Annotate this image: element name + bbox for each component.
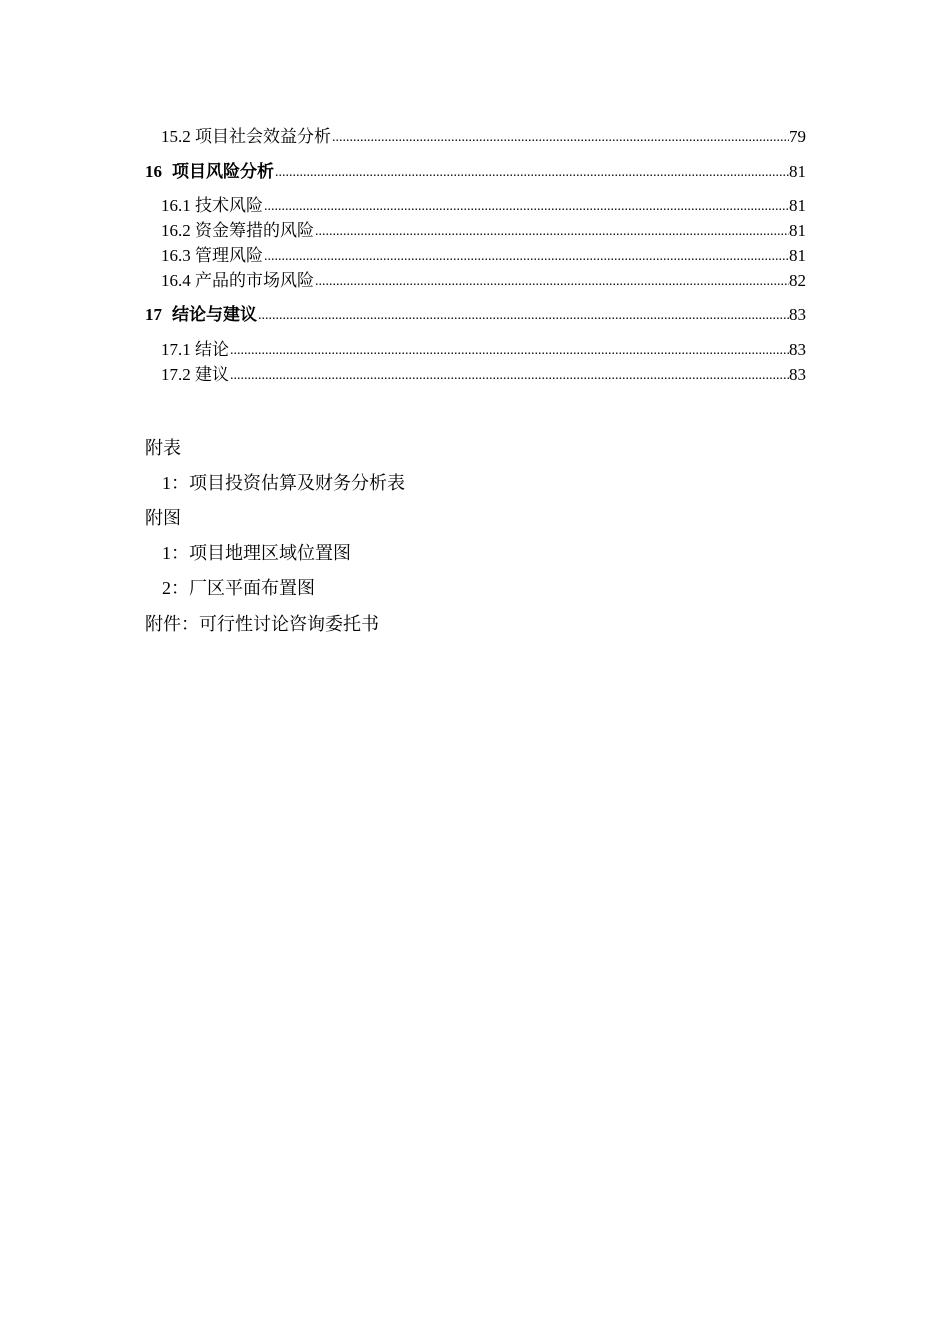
toc-entry-label: 17 结论与建议 (145, 305, 257, 324)
toc-page-number: 83 (789, 305, 806, 324)
toc-page-number: 82 (789, 271, 806, 290)
toc-entry[interactable] (161, 124, 806, 148)
toc-page-number: 83 (789, 365, 806, 384)
toc-page-number: 79 (789, 127, 806, 146)
toc-leader (331, 128, 789, 148)
toc-leader (257, 306, 789, 326)
toc-entry[interactable] (161, 337, 806, 361)
toc-leader (229, 341, 789, 361)
toc-entry-label: 16.3 管理风险 (161, 246, 263, 265)
toc-entry-label: 16.4 产品的市场风险 (161, 271, 314, 290)
toc-entry[interactable] (161, 243, 806, 267)
toc-page-number: 81 (789, 246, 806, 265)
toc-entry-label: 16 项目风险分析 (145, 162, 274, 181)
toc-leader (263, 247, 789, 267)
toc-entry[interactable] (161, 268, 806, 292)
appendix-table-item: 1：项目投资估算及财务分析表 (162, 473, 405, 493)
toc-page-number: 81 (789, 162, 806, 181)
toc-entry-label: 16.1 技术风险 (161, 196, 263, 215)
appendix-attachment: 附件：可行性讨论咨询委托书 (145, 614, 379, 634)
toc-page-number: 83 (789, 340, 806, 359)
toc-page-number: 81 (789, 221, 806, 240)
toc-leader (229, 366, 789, 386)
toc-entry-label: 17.1 结论 (161, 340, 229, 359)
toc-entry[interactable] (161, 218, 806, 242)
toc-chapter-entry[interactable] (145, 302, 806, 326)
toc-leader (263, 197, 789, 217)
toc-entry-label: 17.2 建议 (161, 365, 229, 384)
toc-leader (314, 222, 789, 242)
appendix-figure-item: 1：项目地理区域位置图 (162, 543, 351, 563)
toc-page-number: 81 (789, 196, 806, 215)
appendix-tables-heading: 附表 (145, 438, 181, 458)
toc-leader (274, 163, 789, 183)
toc-chapter-entry[interactable] (145, 159, 806, 183)
toc-entry-label: 16.2 资金筹措的风险 (161, 221, 314, 240)
toc-entry-label: 15.2 项目社会效益分析 (161, 127, 331, 146)
appendix-figure-item: 2：厂区平面布置图 (162, 578, 315, 598)
toc-leader (314, 272, 789, 292)
toc-entry[interactable] (161, 362, 806, 386)
appendix-figures-heading: 附图 (145, 508, 181, 528)
toc-entry[interactable] (161, 193, 806, 217)
